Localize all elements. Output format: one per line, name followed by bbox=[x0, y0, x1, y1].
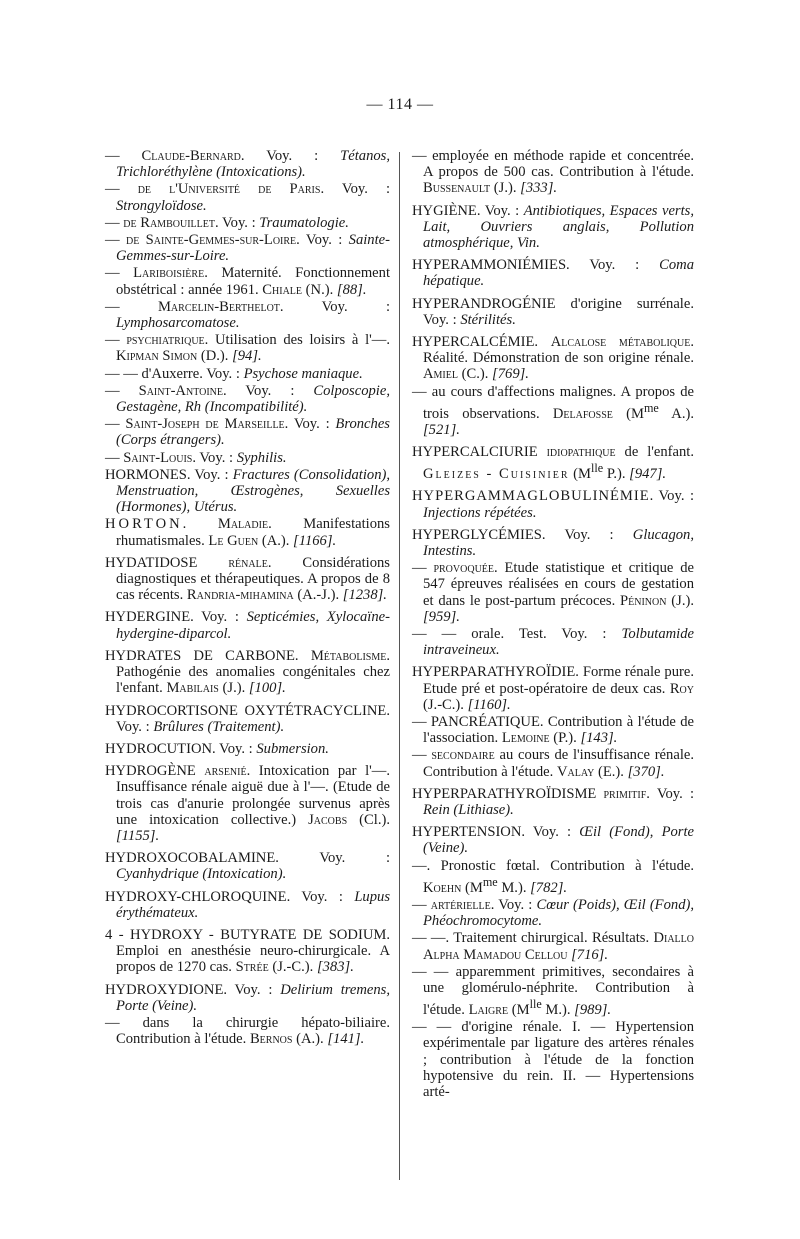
index-entry: HYDROCUTION. Voy. : Submersion. bbox=[105, 740, 329, 757]
index-column-left bbox=[105, 148, 390, 1048]
index-entry: — de Rambouillet. Voy. : Traumatologie. bbox=[105, 214, 349, 231]
index-entry: HYPERGAMMAGLOBULINÉMIE. Voy. : Injections répétées. bbox=[412, 488, 694, 521]
index-entry: HYDATIDOSE rénale. Considérations diagnostiques et thérapeutiques. A propos de 8 cas récents. Randria-mihamina (A.-J.). [1238]. bbox=[105, 554, 390, 604]
index-entry: HYPERANDROGÉNIE d'origine surrénale. Voy. : Stérilités. bbox=[412, 295, 694, 328]
index-column-right bbox=[412, 148, 694, 1101]
column-divider bbox=[399, 152, 400, 1180]
index-entry: HYGIÈNE. Voy. : Antibiotiques, Espaces verts, Lait, Ouvriers anglais, Pollution atmosphérique, Vin. bbox=[412, 202, 694, 252]
index-entry: — employée en méthode rapide et concentrée. A propos de 500 cas. Contribution à l'étude. Bussenault (J.). [333]. bbox=[412, 148, 694, 197]
index-entry: HYDROXYDIONE. Voy. : Delirium tremens, Porte (Veine). bbox=[105, 981, 391, 1014]
index-entry: — — d'Auxerre. Voy. : Psychose maniaque. bbox=[105, 365, 363, 382]
index-entry: HYDROXY-CHLOROQUINE. Voy. : Lupus érythémateux. bbox=[105, 888, 390, 921]
index-entry: — Saint-Louis. Voy. : Syphilis. bbox=[105, 449, 287, 466]
index-entry: HYDROCORTISONE OXYTÉTRACYCLINE. Voy. : Brûlures (Traitement). bbox=[105, 702, 390, 735]
index-entry: — Marcelin-Berthelot. Voy. : Lymphosarcomatose. bbox=[105, 298, 391, 332]
index-entry: — —. Traitement chirurgical. Résultats. Diallo Alpha Mamadou Cellou [716]. bbox=[412, 930, 694, 963]
index-entry: — — d'origine rénale. I. — Hypertension expérimentale par ligature des artères rénales ; contribution à l'étude de la fonction hypotensive du rein. II. — Hypertensions arté- bbox=[412, 1019, 694, 1100]
index-entry: HYDROGÈNE arsenié. Intoxication par l'—. Insuffisance rénale aiguë due à l'—. (Etude de trois cas d'anurie prolongée survenus après une intoxication collective.) Jacobs (Cl.). [1155]. bbox=[105, 763, 390, 844]
index-entry: — au cours d'affections malignes. A propos de trois observations. Delafosse ($M^{me}$ A.). [521]. bbox=[412, 383, 694, 438]
index-entry: — PANCRÉATIQUE. Contribution à l'étude de l'association. Lemoine (P.). [143]. bbox=[412, 714, 694, 747]
index-entry: — secondaire au cours de l'insuffisance rénale. Contribution à l'étude. Valay (E.). [370]. bbox=[412, 747, 694, 780]
index-entry: 4 - HYDROXY - BUTYRATE DE SODIUM. Emploi en anesthésie neuro-chirurgicale. A propos de 1270 cas. Strée (J.-C.). [383]. bbox=[105, 926, 390, 976]
index-entry: — Claude-Bernard. Voy. : Tétanos, Trichloréthylène (Intoxications). bbox=[105, 148, 390, 181]
index-entry: HYPERTENSION. Voy. : Œil (Fond), Porte (Veine). bbox=[412, 824, 694, 857]
index-entry: — psychiatrique. Utilisation des loisirs à l'—. Kipman Simon (D.). [94]. bbox=[105, 332, 390, 365]
index-entry: HYPERCALCIURIE idiopathique de l'enfant. Gleizes - Cuisinier ($M^{lle}$ P.). [947]. bbox=[412, 444, 694, 483]
index-entry: — dans la chirurgie hépato-biliaire. Contribution à l'étude. Bernos (A.). [141]. bbox=[105, 1014, 390, 1048]
index-entry: HYPERGLYCÉMIES. Voy. : Glucagon, Intestins. bbox=[412, 526, 694, 559]
index-entry: — provoquée. Etude statistique et critique de 547 épreuves réalisées en cours de gestation et dans le post-partum précoces. Péninon (J.). [959]. bbox=[412, 560, 694, 625]
index-entry: HYPERPARATHYROÏDISME primitif. Voy. : Rein (Lithiase). bbox=[412, 785, 694, 819]
index-entry: HYPERAMMONIÉMIES. Voy. : Coma hépatique. bbox=[412, 257, 694, 290]
index-entry: —. Pronostic fœtal. Contribution à l'étude. Koehn ($M^{me}$ M.). [782]. bbox=[412, 857, 694, 896]
index-entry: — Saint-Antoine. Voy. : Colposcopie, Gestagène, Rh (Incompatibilité). bbox=[105, 382, 390, 416]
index-entry: HYDROXOCOBALAMINE. Voy. : Cyanhydrique (Intoxication). bbox=[105, 850, 390, 883]
index-entry: — — orale. Test. Voy. : Tolbutamide intraveineux. bbox=[412, 626, 694, 659]
index-entry: HYDRATES DE CARBONE. Métabolisme. Pathogénie des anomalies congénitales chez l'enfant. Mabilais (J.). [100]. bbox=[105, 647, 390, 697]
index-entry: HORMONES. Voy. : Fractures (Consolidation), Menstruation, Œstrogènes, Sexuelles (Hormones), Utérus. bbox=[105, 466, 390, 516]
index-entry: HYDERGINE. Voy. : Septicémies, Xylocaïne-hydergine-diparcol. bbox=[105, 609, 390, 642]
index-entry: — artérielle. Voy. : Cœur (Poids), Œil (Fond), Phéochromocytome. bbox=[412, 896, 694, 930]
index-entry: — de l'Université de Paris. Voy. : Strongyloïdose. bbox=[105, 181, 390, 214]
index-entry: HYPERPARATHYROÏDIE. Forme rénale pure. Etude pré et post-opératoire de deux cas. Roy (J.-C.). [1160]. bbox=[412, 664, 694, 713]
index-entry: — Lariboisière. Maternité. Fonctionnement obstétrical : année 1961. Chiale (N.). [88]. bbox=[105, 265, 390, 298]
index-entry: — — apparemment primitives, secondaires à une glomérulo-néphrite. Contribution à l'étude. Laigre ($M^{lle}$ M.). [989]. bbox=[412, 963, 694, 1018]
index-entry: HYPERCALCÉMIE. Alcalose métabolique. Réalité. Démonstration de son origine rénale. Amiel (C.). [769]. bbox=[412, 334, 694, 383]
page-number: — 114 — bbox=[366, 96, 434, 113]
index-entry: — Saint-Joseph de Marseille. Voy. : Bronches (Corps étrangers). bbox=[105, 416, 390, 449]
index-entry: HORTON. Maladie. Manifestations rhumatismales. Le Guen (A.). [1166]. bbox=[105, 516, 390, 549]
index-entry: — de Sainte-Gemmes-sur-Loire. Voy. : Sainte-Gemmes-sur-Loire. bbox=[105, 232, 390, 265]
